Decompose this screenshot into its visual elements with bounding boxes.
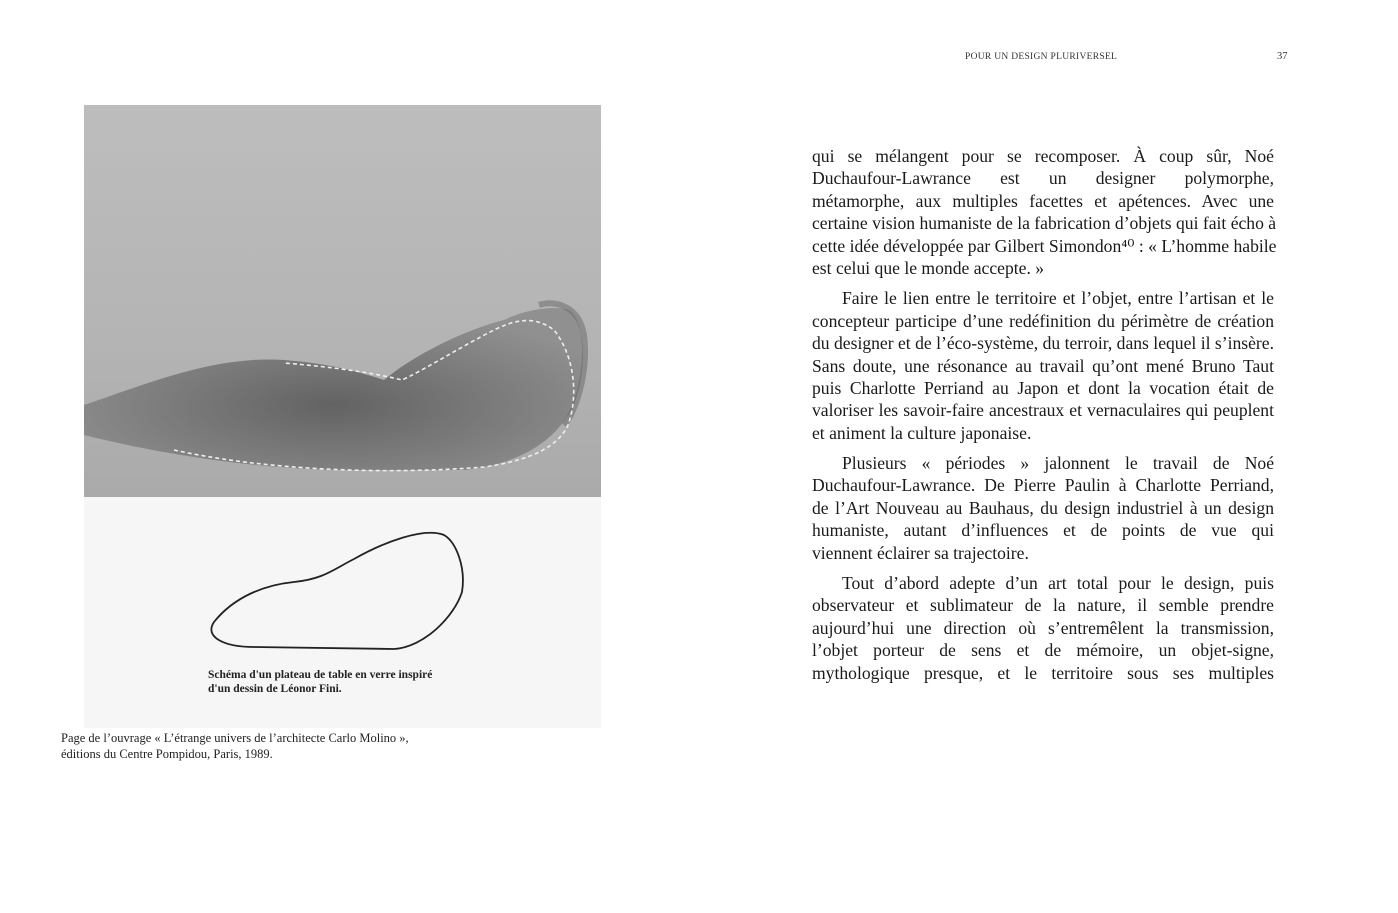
text-line: valoriser les savoir-faire ancestraux et vernaculaires qui peuplent <box>812 400 1274 421</box>
text-line: mythologique presque, et le territoire sous ses multiples <box>812 662 1274 683</box>
text-line: aujourd’hui une direction où s’entremêlent la transmission, <box>812 617 1274 638</box>
text-line: observateur et sublimateur de la nature, il semble prendre <box>812 595 1274 616</box>
text-line: l’objet porteur de sens et de mémoire, un objet-signe, <box>812 640 1274 661</box>
running-title: POUR UN DESIGN PLURIVERSEL <box>965 52 1118 62</box>
figure-caption <box>208 668 432 696</box>
text-line: du designer et de l’éco-système, du terroir, dans lequel il s’insère. <box>812 333 1274 354</box>
caption-line: d'un dessin de Léonor Fini. <box>208 683 342 695</box>
text-line: métamorphe, aux multiples facettes et apétences. Avec une <box>812 190 1274 211</box>
credit-line: Page de l’ouvrage « L’étrange univers de l’architecte Carlo Molino », <box>61 731 409 745</box>
text-line: et animent la culture japonaise. <box>812 422 1032 443</box>
table-top-outline <box>211 533 462 649</box>
text-line: Tout d’abord adepte d’un art total pour le design, puis <box>842 573 1274 594</box>
figure <box>84 105 601 728</box>
paragraph <box>812 145 1277 279</box>
text-line: est celui que le monde accepte. » <box>812 257 1045 278</box>
text-line: de l’Art Nouveau au Bauhaus, du design industriel à un design <box>812 497 1274 518</box>
caption-line: Schéma d'un plateau de table en verre inspiré <box>208 669 433 681</box>
text-line: Sans doute, une résonance au travail qu’ont mené Bruno Taut <box>812 355 1274 376</box>
body-text-column <box>812 145 1277 692</box>
text-line: puis Charlotte Perriand au Japon et dont la vocation était de <box>812 377 1274 398</box>
text-line: Duchaufour-Lawrance est un designer polymorphe, <box>812 168 1274 189</box>
text-line: qui se mélangent pour se recomposer. À coup sûr, Noé <box>812 146 1274 166</box>
paragraph <box>812 572 1274 684</box>
page-number: 37 <box>1277 51 1288 62</box>
text-line: concepteur participe d’une redéfinition du périmètre de création <box>812 310 1274 331</box>
figure-photo-reclining-woman <box>84 105 601 497</box>
text-line: cette idée développée par Gilbert Simondon⁴⁰ : « L’homme habile <box>812 235 1277 256</box>
figure-credit <box>61 730 409 762</box>
paragraph <box>812 452 1274 564</box>
text-line: Plusieurs « périodes » jalonnent le travail de Noé <box>842 453 1274 474</box>
text-line: viennent éclairer sa trajectoire. <box>812 542 1029 563</box>
text-line: Duchaufour-Lawrance. De Pierre Paulin à Charlotte Perriand, <box>812 475 1274 496</box>
paragraph <box>812 287 1274 444</box>
credit-line: éditions du Centre Pompidou, Paris, 1989. <box>61 747 273 761</box>
text-line: Faire le lien entre le territoire et l’objet, entre l’artisan et le <box>842 288 1274 309</box>
text-line: humaniste, autant d’influences et de points de vue qui <box>812 520 1274 541</box>
text-line: certaine vision humaniste de la fabrication d’objets qui fait écho à <box>812 213 1277 234</box>
